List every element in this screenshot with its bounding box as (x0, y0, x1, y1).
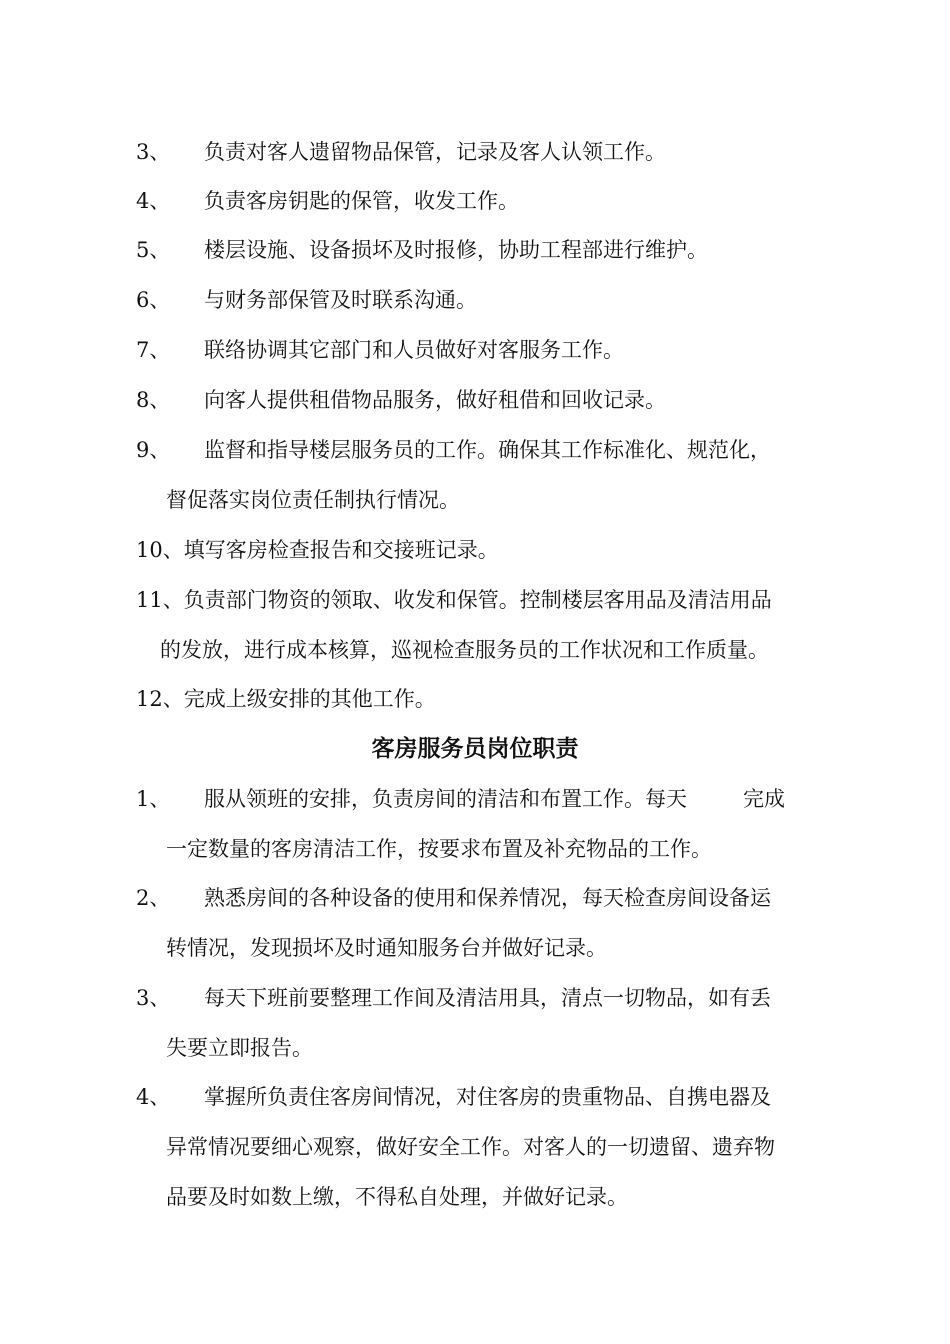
item-text: 监督和指导楼层服务员的工作。确保其工作标准化、规范化， (204, 438, 771, 462)
item-text: 熟悉房间的各种设备的使用和保养情况，每天检查房间设备运 (204, 886, 771, 910)
item-text-part: 完成 (743, 787, 785, 811)
item-number: 3、 (136, 986, 171, 1010)
item-text: 12、完成上级安排的其他工作。 (136, 687, 436, 711)
item-text-part: 服从领班的安排，负责房间的清洁和布置工作。每天 (204, 787, 687, 811)
item-text: 与财务部保管及时联系沟通。 (204, 288, 477, 312)
item-text: 联络协调其它部门和人员做好对客服务工作。 (204, 338, 624, 362)
item-number: 2、 (136, 886, 171, 910)
item-text-continuation: 品要及时如数上缴，不得私自处理，并做好记录。 (166, 1185, 628, 1209)
item-text-continuation: 的发放，进行成本核算，巡视检查服务员的工作状况和工作质量。 (160, 638, 769, 662)
item-text: 负责客房钥匙的保管，收发工作。 (204, 189, 519, 213)
item-number: 4、 (136, 189, 171, 213)
item-number: 7、 (136, 338, 171, 362)
item-number: 8、 (136, 388, 171, 412)
item-number: 4、 (136, 1085, 171, 1109)
item-number: 5、 (136, 238, 171, 262)
item-text-continuation: 督促落实岗位责任制执行情况。 (166, 488, 460, 512)
item-text: 负责对客人遗留物品保管，记录及客人认领工作。 (204, 140, 666, 164)
item-text: 掌握所负责住客房间情况，对住客房的贵重物品、自携电器及 (204, 1085, 771, 1109)
item-number: 9、 (136, 438, 171, 462)
item-text-continuation: 失要立即报告。 (166, 1036, 313, 1060)
item-text-continuation: 转情况，发现损坏及时通知服务台并做好记录。 (166, 936, 607, 960)
item-number: 1、 (136, 787, 171, 811)
item-text: 向客人提供租借物品服务，做好租借和回收记录。 (204, 388, 666, 412)
item-text: 11、负责部门物资的领取、收发和保管。控制楼层客用品及清洁用品 (136, 588, 772, 612)
item-text: 楼层设施、设备损坏及时报修，协助工程部进行维护。 (204, 238, 708, 262)
item-text (204, 785, 785, 813)
item-text: 每天下班前要整理工作间及清洁用具，清点一切物品，如有丢 (204, 986, 771, 1010)
item-text-continuation: 一定数量的客房清洁工作，按要求布置及补充物品的工作。 (166, 837, 712, 861)
item-text: 10、填写客房检查报告和交接班记录。 (136, 538, 499, 562)
item-text-continuation: 异常情况要细心观察，做好安全工作。对客人的一切遗留、遗弃物 (166, 1135, 775, 1159)
item-number: 6、 (136, 288, 171, 312)
section-title: 客房服务员岗位职责 (371, 735, 579, 762)
item-number: 3、 (136, 140, 171, 164)
